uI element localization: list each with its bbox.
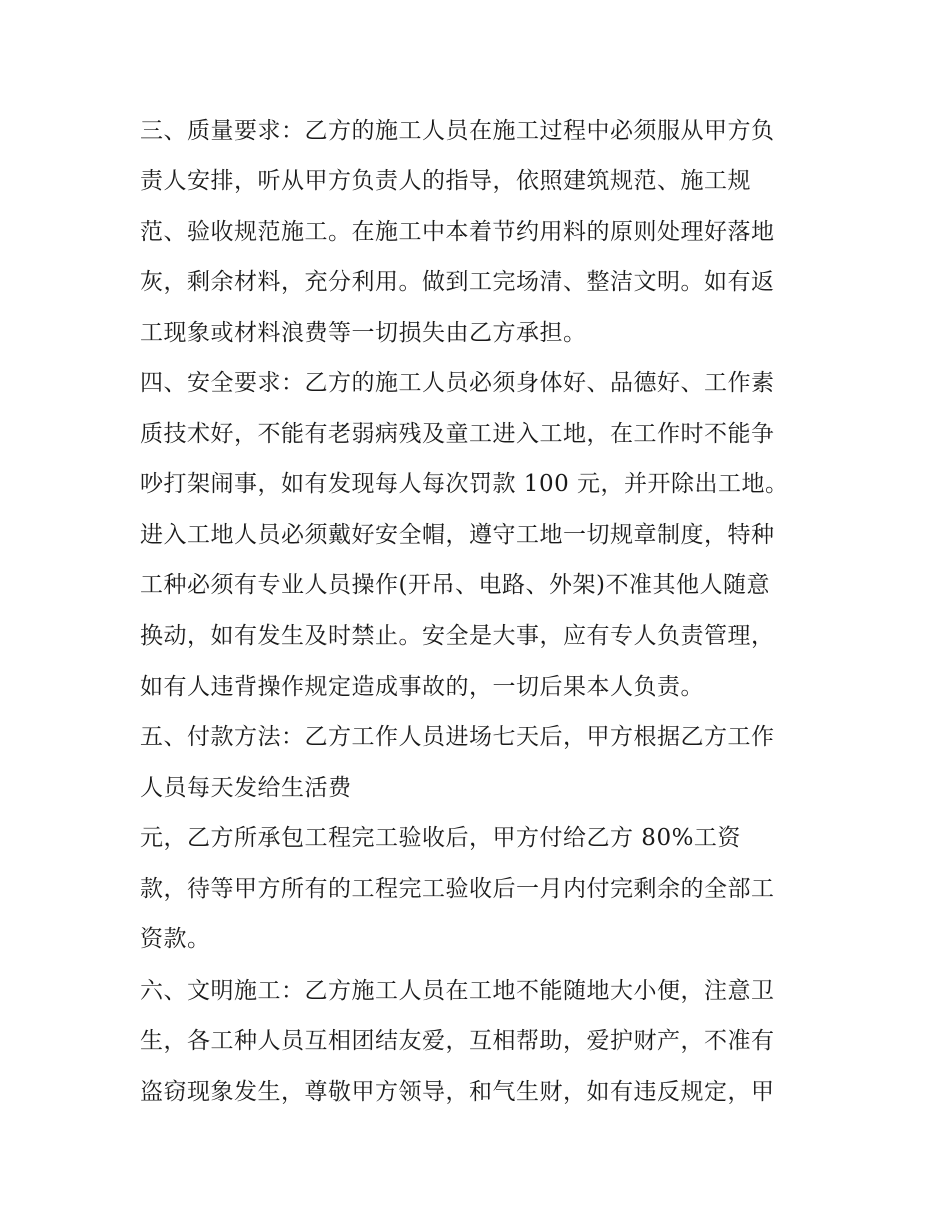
text-line: 元，乙方所承包工程完工验收后，甲方付给乙方 80%工资 bbox=[140, 825, 741, 851]
text-line: 灰，剩余材料，充分利用。做到工完场清、整洁文明。如有返 bbox=[140, 269, 775, 295]
text-line: 三、质量要求：乙方的施工人员在施工过程中必须服从甲方负 bbox=[140, 118, 775, 144]
text-line: 盗窃现象发生，尊敬甲方领导，和气生财，如有违反规定，甲 bbox=[140, 1079, 775, 1105]
text-line: 质技术好，不能有老弱病残及童工进入工地，在工作时不能争 bbox=[140, 421, 775, 447]
text-line: 换动，如有发生及时禁止。安全是大事，应有专人负责管理， bbox=[140, 623, 775, 649]
text-line: 如有人违背操作规定造成事故的，一切后果本人负责。 bbox=[140, 674, 704, 700]
text-line: 工现象或材料浪费等一切损失由乙方承担。 bbox=[140, 320, 587, 346]
text-line: 工种必须有专业人员操作(开吊、电路、外架)不准其他人随意 bbox=[140, 572, 770, 598]
text-line: 生，各工种人员互相团结友爱，互相帮助，爱护财产，不准有 bbox=[140, 1028, 775, 1054]
text-line: 吵打架闹事，如有发现每人每次罚款 100 元，并开除出工地。 bbox=[140, 471, 789, 497]
text-line: 五、付款方法：乙方工作人员进场七天后，甲方根据乙方工作 bbox=[140, 724, 775, 750]
text-line: 六、文明施工：乙方施工人员在工地不能随地大小便，注意卫 bbox=[140, 978, 775, 1004]
text-line: 资款。 bbox=[140, 926, 211, 952]
text-line: 范、验收规范施工。在施工中本着节约用料的原则处理好落地 bbox=[140, 219, 775, 245]
text-line: 四、安全要求：乙方的施工人员必须身体好、品德好、工作素 bbox=[140, 370, 775, 396]
text-line: 人员每天发给生活费 bbox=[140, 775, 352, 801]
text-line: 进入工地人员必须戴好安全帽，遵守工地一切规章制度，特种 bbox=[140, 522, 775, 548]
text-line: 款，待等甲方所有的工程完工验收后一月内付完剩余的全部工 bbox=[140, 876, 775, 902]
text-line: 责人安排，听从甲方负责人的指导，依照建筑规范、施工规 bbox=[140, 168, 751, 194]
